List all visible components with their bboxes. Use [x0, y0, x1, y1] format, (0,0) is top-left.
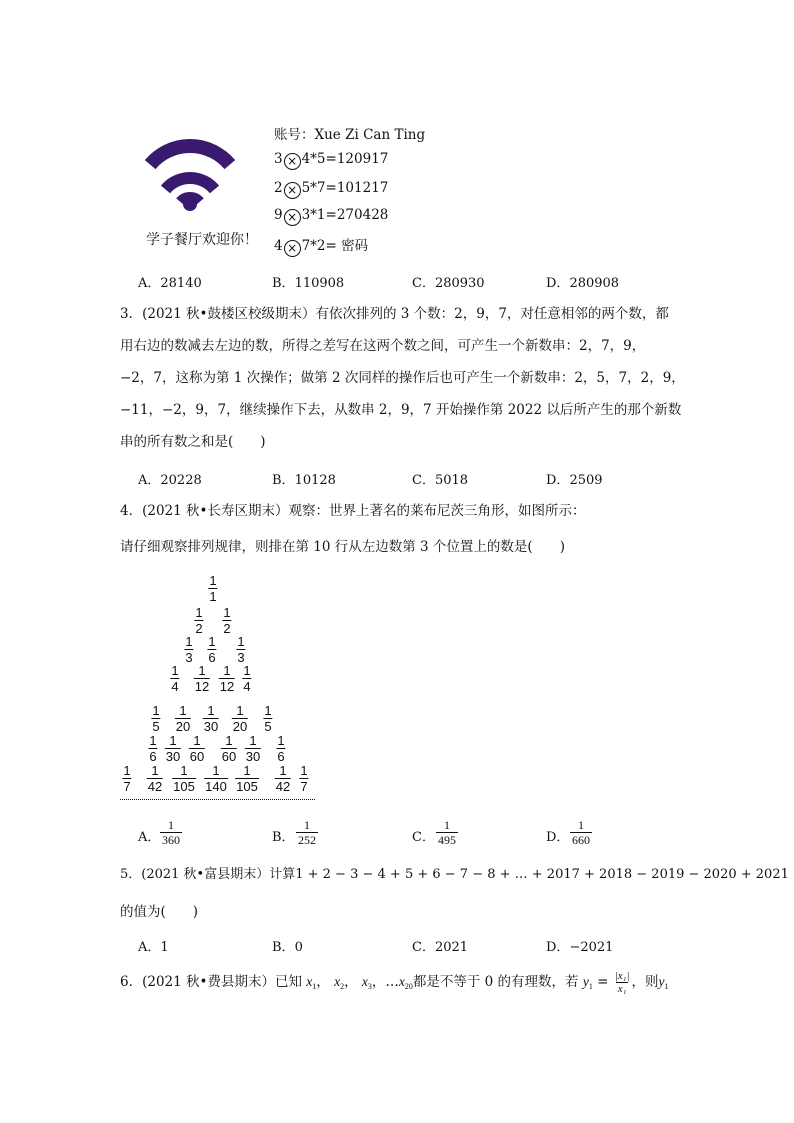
question-6: 6．(2021 秋•费县期末）已知 $x_1$， $x_2$， $x_3$，$\dots x_{20}$都是不等于 0 的有理数，若 $y_1$ = $\frac{\text{|x₁|}}{\text{x₁}}$ ，则$y_1$ [120, 970, 669, 995]
question-text: 的值为( ) [120, 904, 199, 920]
option-d: D．2509 [546, 473, 603, 488]
option-b: B．0 [272, 940, 303, 955]
circled-times-icon: × [284, 240, 301, 257]
triangle-fraction: $\frac{1}{42}$ [147, 763, 163, 794]
triangle-fraction: $\frac{1}{6}$ [208, 634, 216, 665]
question-text: 5．(2021 秋•富县期末）计算1 + 2 − 3 − 4 + 5 + 6 − 7 − 8 + … + 2017 + 2018 − 2019 − 2020 + 2021 [120, 867, 789, 882]
triangle-fraction: $\frac{1}{4}$ [243, 663, 251, 694]
option-b-letter: B． [272, 830, 295, 845]
question-text: 4．(2021 秋•长寿区期末）观察：世界上著名的莱布尼茨三角形，如图所示： [120, 503, 586, 519]
abs-fraction: $\frac{\text{|x₁|}}{\text{x₁}}$ [614, 970, 630, 995]
triangle-fraction: $\frac{1}{6}$ [149, 733, 157, 764]
triangle-fraction: $\frac{1}{12}$ [194, 663, 210, 694]
option-b: B．10128 [272, 473, 336, 488]
triangle-fraction: $\frac{1}{7}$ [123, 763, 131, 794]
puzzle-line: 9 × 3*1=270428 [274, 207, 389, 224]
triangle-fraction: $\frac{1}{20}$ [175, 703, 191, 734]
triangle-fraction: $\frac{1}{2}$ [195, 605, 203, 636]
option-d-fraction: 1 660 [572, 818, 590, 847]
option-d: D．280908 [546, 276, 620, 291]
option-c: C．280930 [412, 276, 485, 291]
circled-times-icon: × [284, 153, 301, 170]
triangle-fraction: $\frac{1}{4}$ [171, 663, 179, 694]
question-text: 用右边的数减去左边的数，所得之差写在这两个数之间，可产生一个新数串：2，7，9， [120, 338, 646, 354]
option-d-letter: D． [546, 830, 570, 845]
question-text: −11，−2，9，7，继续操作下去，从数串 2，9，7 开始操作第 2022 以后所产生的那个新数 [120, 402, 682, 418]
triangle-fraction: $\frac{1}{6}$ [277, 733, 285, 764]
question-text: 请仔细观察排列规律，则排在第 10 行从左边数第 3 个位置上的数是( ) [120, 539, 565, 555]
question-text: 串的所有数之和是( ) [120, 434, 266, 450]
option-b-fraction: 1 252 [298, 818, 316, 847]
triangle-fraction: $\frac{1}{2}$ [223, 605, 231, 636]
dotted-line [120, 799, 315, 800]
circled-times-icon: × [284, 182, 301, 199]
triangle-fraction: $\frac{1}{105}$ [173, 763, 195, 794]
triangle-fraction: $\frac{1}{30}$ [165, 733, 181, 764]
triangle-fraction: $\frac{1}{3}$ [185, 634, 193, 665]
puzzle-line: 4 × 7*2= 密码 [274, 238, 369, 255]
triangle-fraction: $\frac{1}{60}$ [189, 733, 205, 764]
option-c: C．2021 [412, 940, 469, 955]
option-b: B．110908 [272, 276, 345, 291]
account-text: 账号：Xue Zi Can Ting [274, 127, 426, 143]
triangle-fraction: $\frac{1}{12}$ [219, 663, 235, 694]
option-a: A．1 [138, 940, 169, 955]
triangle-fraction: $\frac{1}{140}$ [205, 763, 227, 794]
circled-times-icon: × [284, 209, 301, 226]
triangle-fraction: $\frac{1}{1}$ [209, 573, 217, 604]
triangle-fraction: $\frac{1}{7}$ [300, 763, 308, 794]
triangle-fraction: $\frac{1}{5}$ [264, 703, 272, 734]
puzzle-line: 3 × 4*5=120917 [274, 151, 389, 168]
welcome-text: 学子餐厅欢迎你！ [146, 232, 258, 248]
question-text: −2，7，这称为第 1 次操作；做第 2 次同样的操作后也可产生一个新数串：2，5，7，2，9， [120, 370, 685, 386]
option-a: A．28140 [138, 276, 202, 291]
puzzle-line: 2 × 5*7=101217 [274, 180, 389, 197]
option-c-fraction: 1 495 [438, 818, 456, 847]
triangle-fraction: $\frac{1}{20}$ [232, 703, 248, 734]
option-a-fraction: 1 360 [162, 818, 180, 847]
triangle-fraction: $\frac{1}{5}$ [152, 703, 160, 734]
option-a-letter: A． [138, 830, 161, 845]
triangle-fraction: $\frac{1}{42}$ [275, 763, 291, 794]
option-c-letter: C． [412, 830, 435, 845]
triangle-fraction: $\frac{1}{30}$ [245, 733, 261, 764]
triangle-fraction: $\frac{1}{30}$ [203, 703, 219, 734]
triangle-fraction: $\frac{1}{105}$ [236, 763, 258, 794]
question-text: 3．(2021 秋•鼓楼区校级期末）有依次排列的 3 个数：2，9，7，对任意相邻的两个数，都 [120, 306, 669, 322]
triangle-fraction: $\frac{1}{60}$ [221, 733, 237, 764]
option-c: C．5018 [412, 473, 469, 488]
option-d: D．−2021 [546, 940, 614, 955]
triangle-fraction: $\frac{1}{3}$ [237, 634, 245, 665]
option-a: A．20228 [138, 473, 202, 488]
